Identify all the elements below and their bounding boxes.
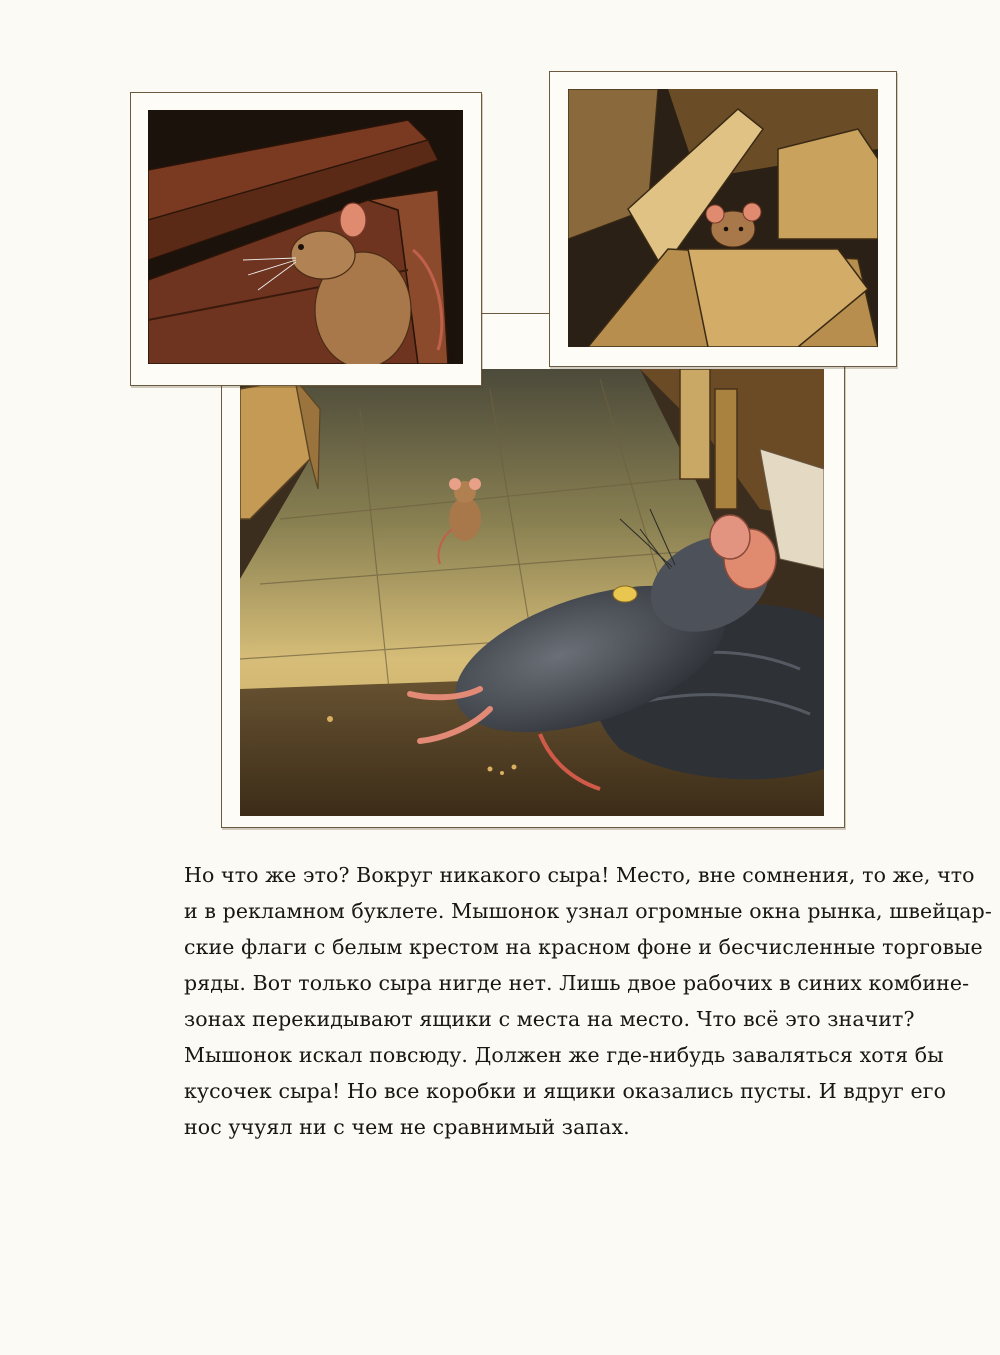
story-line: Мышонок искал повсюду. Должен же где-нибудь заваляться хотя бы [184, 1043, 944, 1067]
story-line: и в рекламном буклете. Мышонок узнал огромные окна рынка, швейцар- [184, 899, 992, 923]
illustration-frame-right [549, 71, 897, 367]
story-line: кусочек сыра! Но все коробки и ящики оказались пусты. И вдруг его [184, 1079, 947, 1103]
story-line: ряды. Вот только сыра нигде нет. Лишь двое рабочих в синих комбине- [184, 971, 970, 995]
mouse-peeking-in-wooden-crate-illustration [148, 110, 463, 364]
warehouse-floor-mice-illustration [240, 369, 824, 816]
story-line: зонах перекидывают ящики с места на место. Что всё это значит? [184, 1007, 915, 1031]
story-line: Но что же это? Вокруг никакого сыра! Место, вне сомнения, то же, что [184, 863, 975, 887]
story-line: нос учуял ни с чем не сравнимый запах. [184, 1115, 630, 1139]
story-text [184, 857, 992, 1145]
mouse-in-cardboard-box-illustration [568, 89, 878, 347]
illustration-frame-main [221, 313, 845, 828]
story-line: ские флаги с белым крестом на красном фоне и бесчисленные торговые [184, 935, 983, 959]
illustration-frame-left [130, 92, 482, 386]
